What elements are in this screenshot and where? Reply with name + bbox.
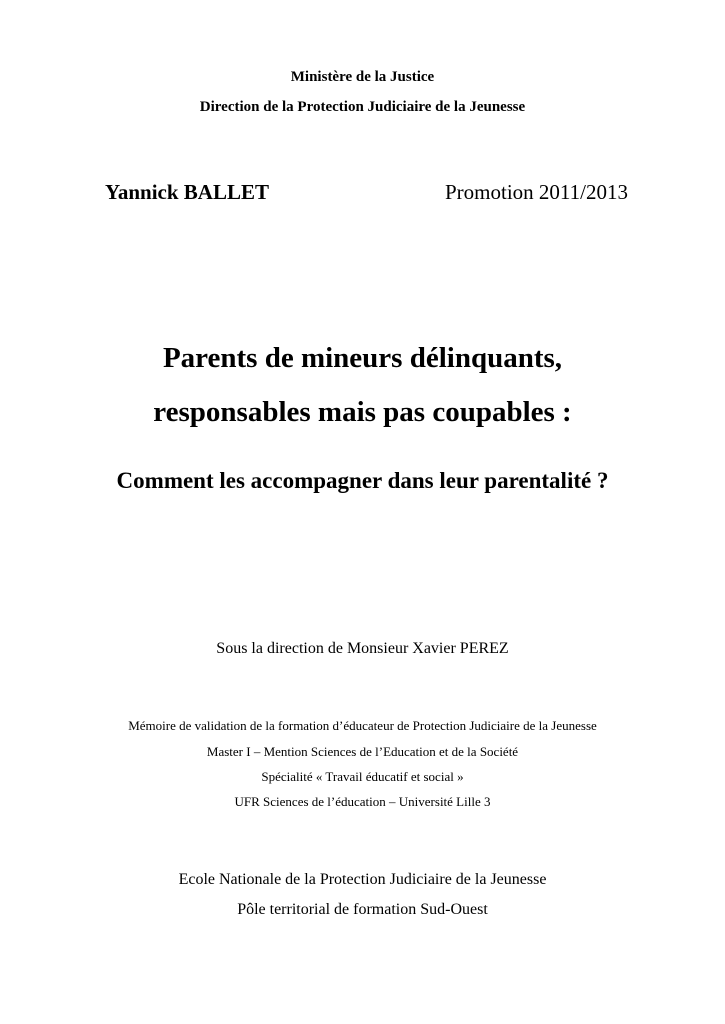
memoire-line-1: Mémoire de validation de la formation d’éducateur de Protection Judiciaire de la Jeunesse (128, 718, 597, 733)
author-name: Yannick BALLET (105, 180, 269, 204)
direction-heading: Direction de la Protection Judiciaire de la Jeunesse (199, 99, 526, 115)
memoire-line-3: Spécialité « Travail éducatif et social » (261, 769, 464, 784)
subtitle: Comment les accompagner dans leur parentalité ? (116, 468, 609, 493)
supervision-line: Sous la direction de Monsieur Xavier PEREZ (216, 640, 509, 657)
ministry-heading: Ministère de la Justice (290, 69, 435, 85)
title-line-1: Parents de mineurs délinquants, (162, 342, 563, 374)
title-line-2: responsables mais pas coupables : (153, 396, 572, 428)
promotion-year: Promotion 2011/2013 (445, 180, 628, 204)
memoire-line-2: Master I – Mention Sciences de l’Education et de la Société (206, 744, 519, 759)
school-line-2: Pôle territorial de formation Sud-Ouest (237, 901, 488, 918)
memoire-line-4: UFR Sciences de l’éducation – Université Lille 3 (234, 794, 491, 809)
school-line-1: Ecole Nationale de la Protection Judiciaire de la Jeunesse (178, 871, 547, 888)
